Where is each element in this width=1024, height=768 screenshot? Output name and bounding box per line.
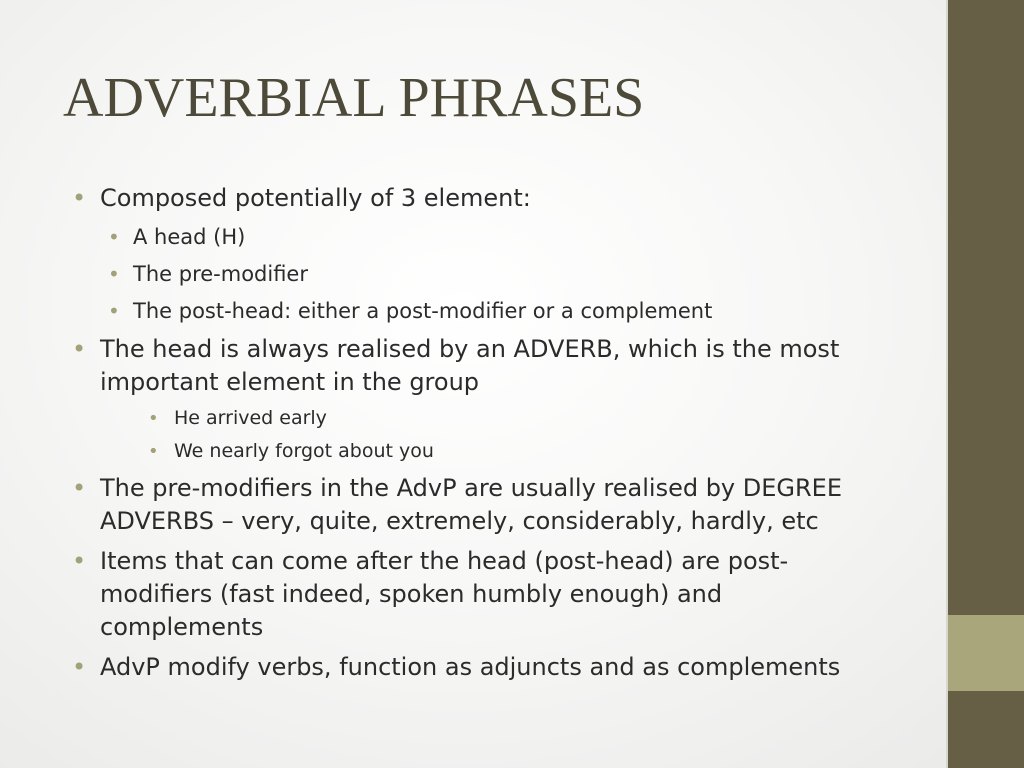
bullet-text: The head is always realised by an ADVERB, which is the most important element in the group xyxy=(100,335,840,396)
bullet-text: Composed potentially of 3 element: xyxy=(100,184,531,212)
bullet-dot-icon: • xyxy=(108,225,120,249)
bullet-dot-icon: • xyxy=(108,262,120,286)
bullet-dot-icon: • xyxy=(108,299,120,323)
bullet-item xyxy=(72,545,892,644)
bullet-dot-icon: • xyxy=(148,408,159,429)
side-decoration-accent xyxy=(948,615,1024,691)
bullet-text: He arrived early xyxy=(174,407,327,429)
bullet-dot-icon: • xyxy=(72,653,87,681)
sub-bullet-item xyxy=(72,296,892,326)
slide-title: ADVERBIAL PHRASES xyxy=(63,67,645,129)
bullet-item xyxy=(72,333,892,399)
bullet-dot-icon: • xyxy=(72,335,87,363)
bullet-text: The post-head: either a post-modifier or a complement xyxy=(133,299,713,323)
bullet-dot-icon: • xyxy=(148,441,159,462)
sub-bullet-item xyxy=(72,222,892,252)
example-bullet-item xyxy=(72,405,892,432)
bullet-item xyxy=(72,472,892,538)
bullet-text: A head (H) xyxy=(133,225,246,249)
bullet-dot-icon: • xyxy=(72,547,87,575)
bullet-list xyxy=(72,182,892,684)
bullet-text: We nearly forgot about you xyxy=(174,440,434,462)
bullet-dot-icon: • xyxy=(72,474,87,502)
bullet-dot-icon: • xyxy=(72,184,87,212)
bullet-item xyxy=(72,182,892,215)
example-bullet-item xyxy=(72,438,892,465)
bullet-text: The pre-modifier xyxy=(133,262,308,286)
bullet-text: Items that can come after the head (post-head) are post-modifiers (fast indeed, spoken humbly enough) and complements xyxy=(100,547,789,641)
bullet-item xyxy=(72,651,892,684)
bullet-text: AdvP modify verbs, function as adjuncts and as complements xyxy=(100,653,841,681)
sub-bullet-item xyxy=(72,259,892,289)
bullet-text: The pre-modifiers in the AdvP are usually realised by DEGREE ADVERBS – very, quite, extremely, considerably, hardly, etc xyxy=(100,474,843,535)
